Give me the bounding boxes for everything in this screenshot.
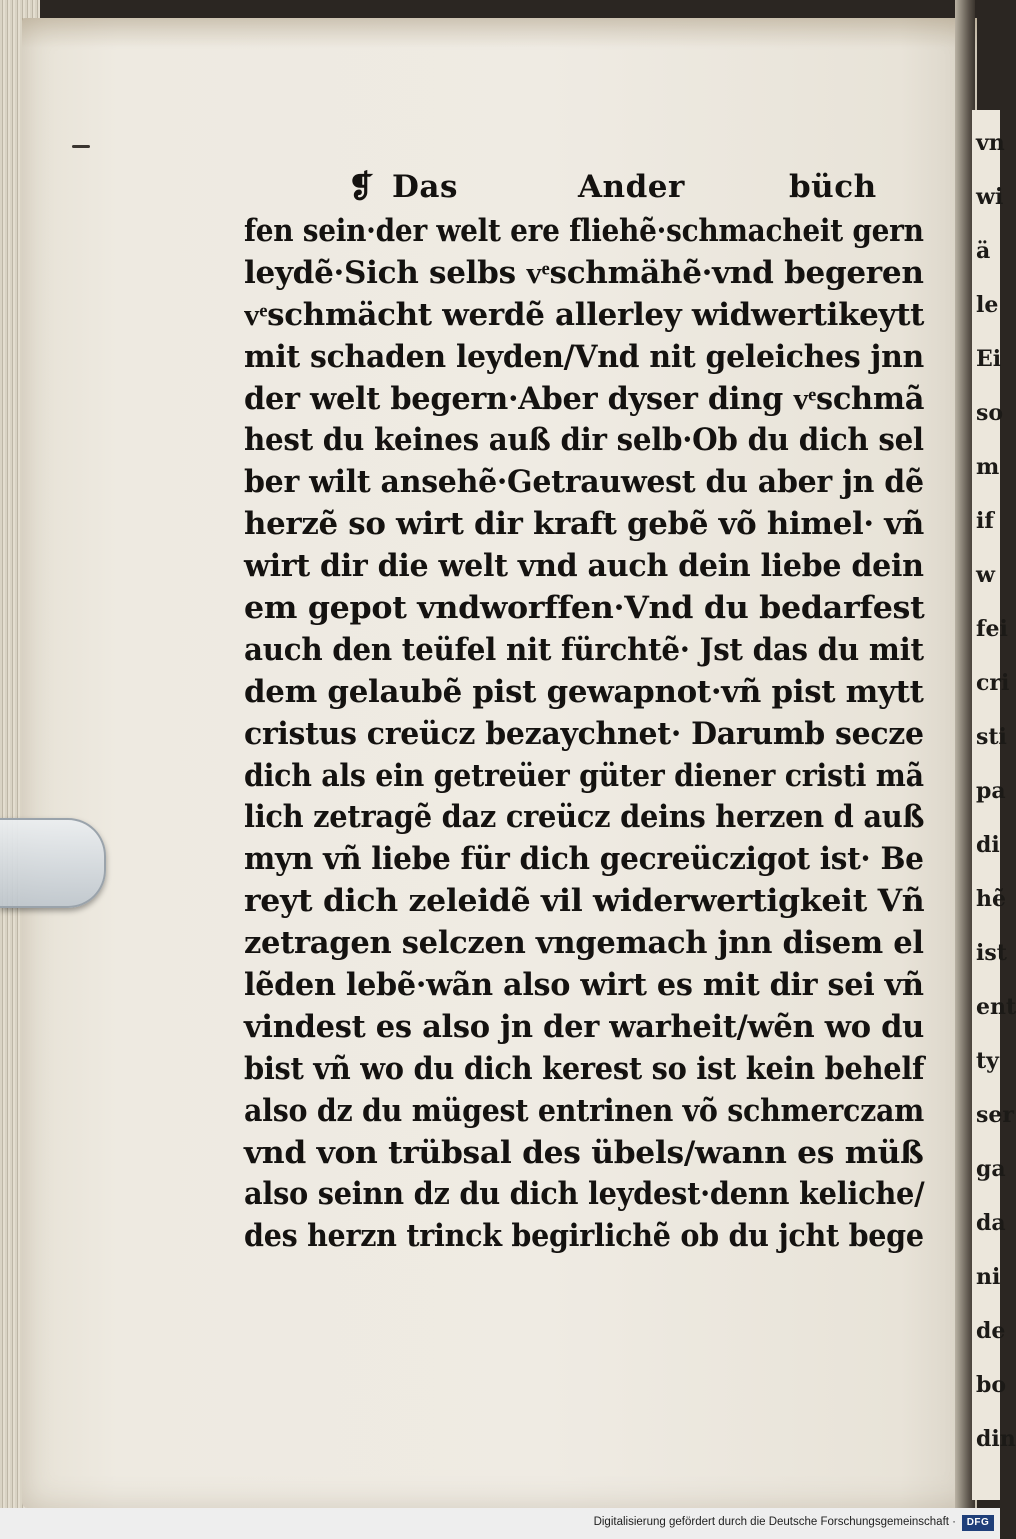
facing-text-fragment: fei	[976, 616, 1008, 642]
text-line: des herzn trinck begirlichẽ ob du jcht bege	[244, 1218, 924, 1255]
text-line: fen sein·der welt ere fliehẽ·schmacheit gern	[244, 213, 924, 249]
funding-credit: Digitalisierung gefördert durch die Deutsche Forschungsgemeinschaft ·	[593, 1516, 956, 1528]
facing-text-fragment: if	[976, 508, 994, 534]
page-shadow	[22, 18, 977, 48]
facing-text-fragment: cri	[976, 670, 1010, 696]
facing-text-fragment: de	[976, 1318, 1006, 1344]
text-line: der welt begern·Aber dyser ding vͤschmã	[244, 380, 925, 417]
running-head-word: Ander	[578, 169, 685, 205]
facing-text-fragment: ga	[976, 1156, 1006, 1182]
pilcrow-mark: ❡	[348, 169, 375, 205]
facing-text-fragment: ni	[976, 1264, 1001, 1290]
running-head-word: Das	[392, 169, 458, 205]
text-line: vindest es also jn der warheit/wẽn wo du	[244, 1008, 925, 1045]
text-line: lẽden lebẽ·wãn also wirt es mit dir sei vñ	[244, 967, 924, 1004]
text-line: auch den teüfel nit fürchtẽ· Jst das du mit	[244, 631, 924, 668]
facing-text-fragment: ist	[976, 940, 1007, 966]
facing-text-fragment: w	[976, 562, 995, 588]
facing-text-fragment: ser	[976, 1102, 1014, 1128]
facing-text-fragment: vn	[976, 130, 1005, 156]
text-line: wirt dir die welt vnd auch dein liebe dein	[244, 548, 924, 585]
facing-text-fragment: ty	[976, 1048, 999, 1074]
facing-text-fragment: so	[976, 400, 1004, 426]
facing-text-fragment: m	[976, 454, 1000, 480]
text-line: zetragen selczen vngemach jnn disem el	[244, 925, 924, 962]
facing-text-fragment: ent	[976, 994, 1016, 1020]
facing-page-fragment	[972, 110, 1016, 1500]
page-text-block	[244, 163, 924, 1258]
text-lines	[244, 211, 924, 1258]
facing-text-fragment: Ei	[976, 346, 1002, 372]
facing-text-fragment: sti	[976, 724, 1007, 750]
text-line: herzẽ so wirt dir kraft gebẽ võ himel· vñ	[244, 506, 924, 543]
text-line: leydẽ·Sich selbs vͤschmähẽ·vnd begeren	[244, 254, 924, 291]
text-line: em gepot vndworffen·Vnd du bedarfest	[244, 590, 925, 627]
facing-text-fragment: ä	[976, 238, 991, 264]
facing-text-fragment: din	[976, 1426, 1016, 1452]
text-line: vͤschmächt werdẽ allerley widwertikeytt	[244, 296, 925, 333]
facing-text-fragment: da	[976, 1210, 1006, 1236]
text-line: dem gelaubẽ pist gewapnot·vñ pist mytt	[244, 673, 924, 710]
text-line: ber wilt ansehẽ·Getrauwest du aber jn dẽ	[244, 464, 924, 501]
dfg-logo: DFG	[962, 1515, 994, 1531]
text-line: reyt dich zeleidẽ vil widerwertigkeit Vñ	[244, 883, 925, 920]
text-line: myn vñ liebe für dich gecreüczigot ist· Be	[244, 841, 924, 878]
text-line: mit schaden leyden/Vnd nit geleiches jnn	[244, 338, 924, 375]
text-line: also dz du mügest entrinen võ schmerczam	[244, 1092, 925, 1129]
text-line: dich als ein getreüer güter diener cristi mã	[244, 757, 924, 794]
footer-bar	[0, 1508, 1000, 1539]
running-head-word: büch	[789, 169, 877, 205]
facing-text-fragment: hẽ	[976, 886, 1006, 912]
facing-text-fragment: le	[976, 292, 999, 318]
facing-text-fragment: pa	[976, 778, 1006, 804]
text-line: vnd von trübsal des übels/wann es müß	[244, 1134, 924, 1171]
page-clip	[0, 818, 106, 908]
running-head	[244, 163, 924, 211]
text-line: also seinn dz du dich leydest·denn keliche/	[244, 1176, 925, 1213]
text-line: cristus creücz bezaychnet· Darumb secze	[244, 715, 924, 752]
facing-text-fragment: wi	[976, 184, 1004, 210]
pen-mark	[72, 145, 90, 148]
text-line: lich zetragẽ daz creücz deins herzen d auß	[244, 799, 925, 836]
facing-text-fragment: di	[976, 832, 1000, 858]
text-line: hest du keines auß dir selb·Ob du dich sel	[244, 422, 924, 459]
facing-text-fragment: bo	[976, 1372, 1007, 1398]
text-line: bist vñ wo du dich kerest so ist kein behelf	[244, 1050, 925, 1087]
